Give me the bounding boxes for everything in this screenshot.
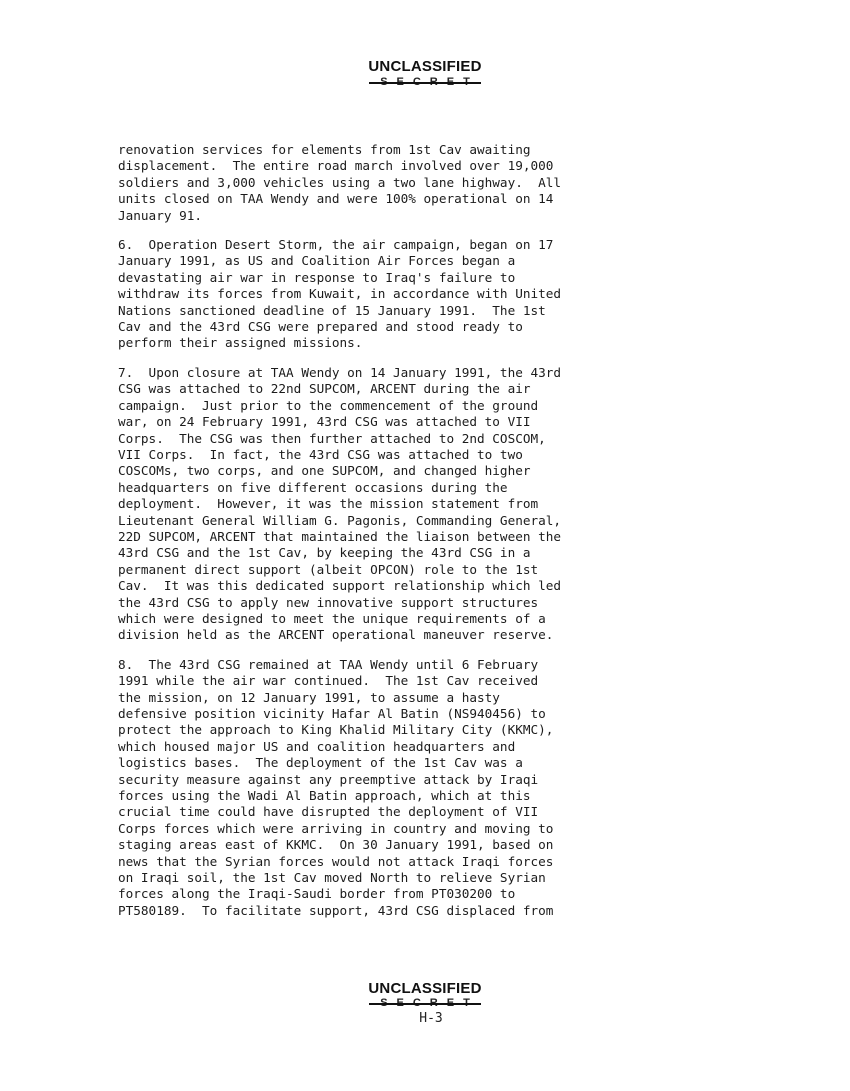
paragraph-7: 7. Upon closure at TAA Wendy on 14 January 1991, the 43rd CSG was attached to 22nd SUPCOM, ARCENT during the air campaign. Just prior to the commencement of the ground war, on 24 February 1991, 43rd CSG was attached to VII Corps. The CSG was then further attached to 2nd COSCOM, VII Corps. In fact, the 43rd CSG was attached to two COSCOMs, two corps, and one SUPCOM, and changed higher headquarters on five different occasions during the deployment. However, it was the mission statement from Lieutenant General William G. Pagonis, Commanding General, 22D SUPCOM, ARCENT that maintained the liaison between the 43rd CSG and the 1st Cav, by keeping the 43rd CSG in a permanent direct support (albeit OPCON) role to the 1st Cav. It was this dedicated support relationship which led the 43rd CSG to apply new innovative support structures which were designed to meet the unique requirements of a division held as the ARCENT operational maneuver reserve.: [118, 364, 562, 643]
page-number: H-3: [419, 1011, 443, 1026]
paragraph-8: 8. The 43rd CSG remained at TAA Wendy until 6 February 1991 while the air war continued. The 1st Cav received the mission, on 12 January 1991, to assume a hasty defensive position vicinity Hafar Al Batin (NS940456) to protect the approach to King Khalid Military City (KKMC), which housed major US and coalition headquarters and logistics bases. The deployment of the 1st Cav was a security measure against any preemptive attack by Iraqi forces using the Wadi Al Batin approach, which at this crucial time could have disrupted the deployment of VII Corps forces which were arriving in country and moving to staging areas east of KKMC. On 30 January 1991, based on news that the Syrian forces would not attack Iraqi forces on Iraqi soil, the 1st Cav moved North to relieve Syrian forces along the Iraqi-Saudi border from PT030200 to PT580189. To facilitate support, 43rd CSG displaced from: [118, 656, 554, 918]
paragraph-continuation: renovation services for elements from 1st Cav awaiting displacement. The entire road march involved over 19,000 soldiers and 3,000 vehicles using a two lane highway. All units closed on TAA Wendy and were 100% operational on 14 January 91.: [118, 142, 562, 223]
document-body: [118, 142, 718, 932]
top-struck-secret-marking: [0, 76, 850, 88]
bottom-classification-marking: UNCLASSIFIED: [368, 980, 482, 997]
struck-secret-text: SECRET: [371, 997, 479, 1009]
struck-secret-text: SECRET: [371, 76, 479, 88]
bottom-struck-secret-marking: [0, 997, 850, 1009]
paragraph-6: 6. Operation Desert Storm, the air campaign, began on 17 January 1991, as US and Coalition Air Forces began a devastating air war in response to Iraq's failure to withdraw its forces from Kuwait, in accordance with United Nations sanctioned deadline of 15 January 1991. The 1st Cav and the 43rd CSG were prepared and stood ready to perform their assigned missions.: [118, 237, 562, 351]
top-classification-marking: UNCLASSIFIED: [368, 58, 482, 75]
